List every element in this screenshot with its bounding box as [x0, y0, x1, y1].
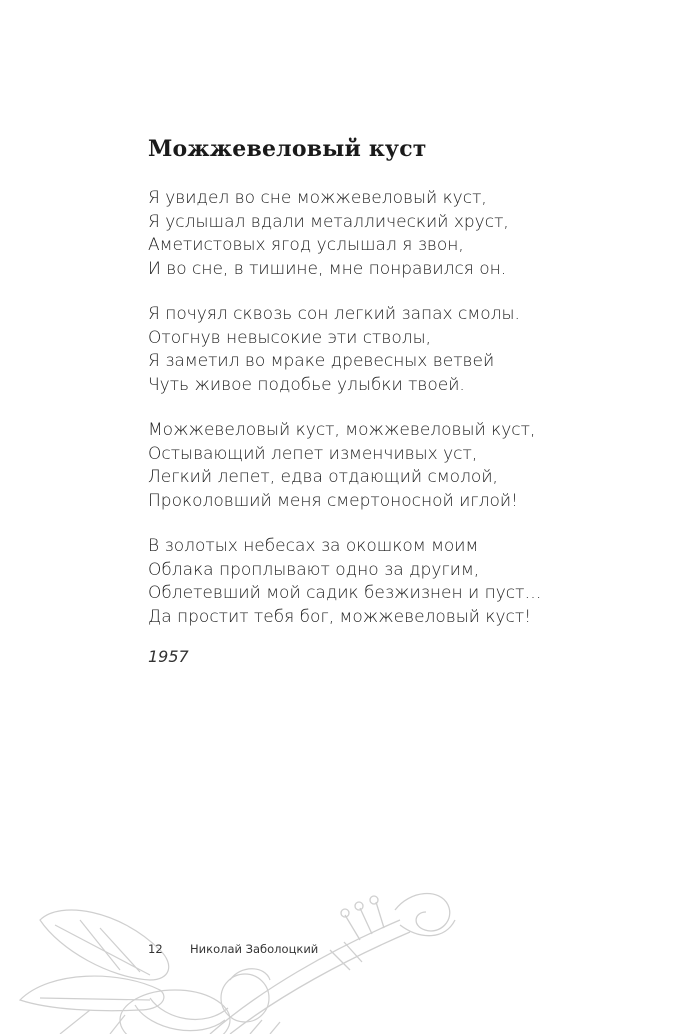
poem-line: Аметистовых ягод услышал я звон, [148, 235, 464, 255]
stanza [148, 419, 668, 513]
poem-line: Я заметил во мраке древесных ветвей [148, 351, 495, 371]
stanza [148, 535, 668, 629]
page-footer [148, 942, 318, 956]
poem-line: Отогнув невысокие эти стволы, [148, 327, 432, 348]
poem-line: В золотых небесах за окошком моим [148, 536, 479, 556]
stanza [148, 187, 668, 281]
poem-line: Можжевеловый куст, можжевеловый куст, [148, 420, 536, 440]
poem-line: Я почуял сквозь сон легкий запах смолы. [148, 304, 520, 324]
violin-scroll-icon [210, 894, 455, 1034]
poem-line: Легкий лепет, едва отдающий смолой, [148, 467, 498, 487]
poem-line: И во сне, в тишине, мне понравился он. [148, 258, 507, 279]
poem-line: Да простит тебя бог, можжевеловый куст! [148, 606, 532, 627]
poem-body [148, 187, 668, 666]
poem-line: Остывающий лепет изменчивых уст, [148, 443, 478, 464]
poem-line: Чуть живое подобье улыбки твоей. [148, 374, 465, 395]
poem-line: Я услышал вдали металлический хруст, [148, 211, 509, 232]
page-number: 12 [148, 942, 163, 956]
poem-line: Облетевший мой садик безжизнен и пуст… [148, 583, 542, 603]
poem-line: Я увидел во сне можжевеловый куст, [148, 188, 487, 208]
poem-year: 1957 [148, 647, 189, 666]
stanza [148, 303, 668, 397]
decorative-illustration [0, 880, 691, 1034]
poem-line: Проколовший меня смертоносной иглой! [148, 490, 518, 511]
poem-title: Можжевеловый куст [148, 136, 427, 162]
poem-line: Облака проплывают одно за другим, [148, 559, 480, 580]
author-name: Николай Заболоцкий [190, 942, 319, 956]
